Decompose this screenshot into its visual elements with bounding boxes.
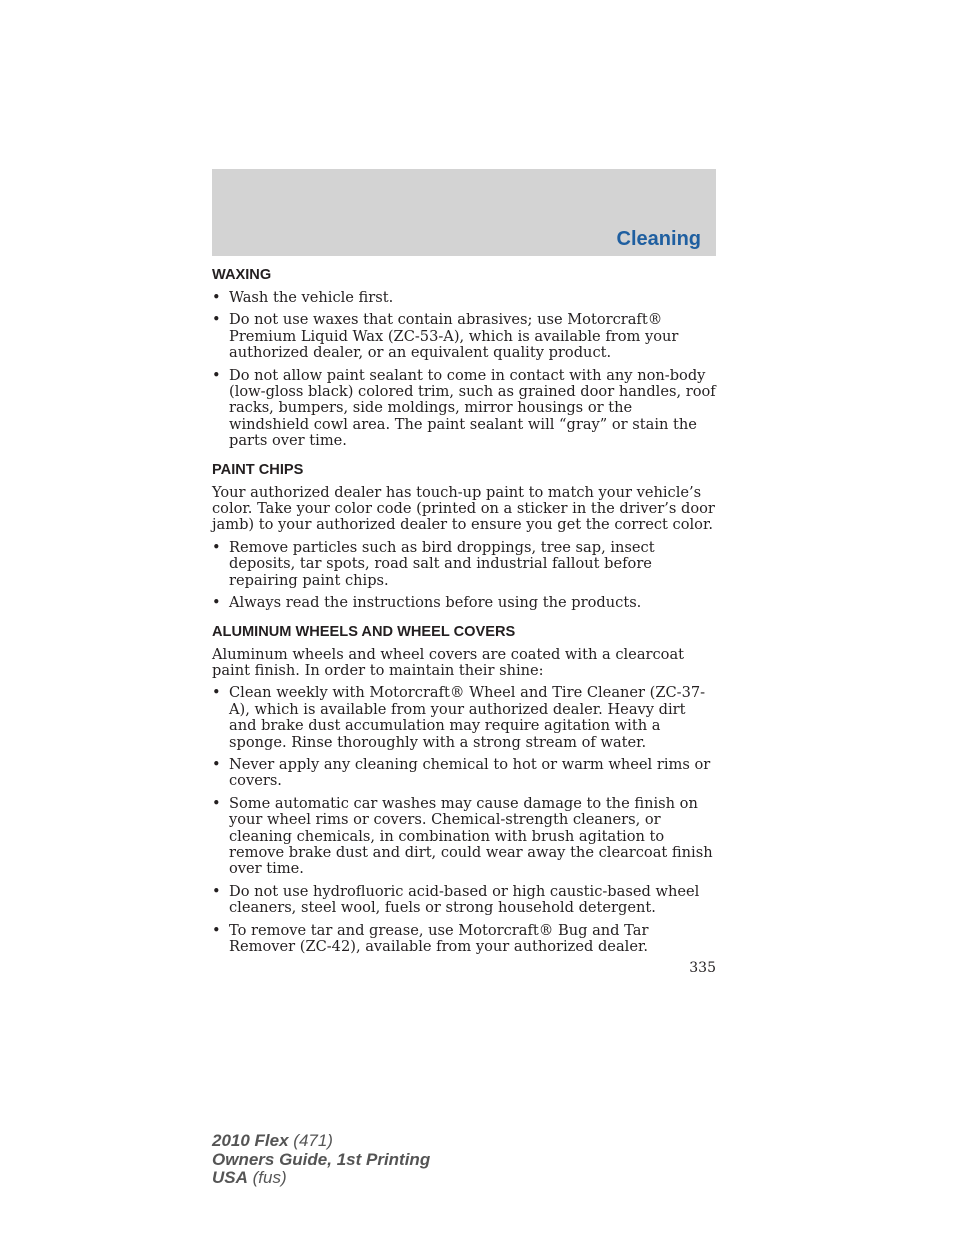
list-item-text: Clean weekly with Motorcraft® Wheel and Tire Cleaner (ZC-37-A), which is available from your authorized dealer. Heavy dirt and brake dust accumulation may require agitation with a sponge. Rinse thoroughly with a strong stream of water.	[229, 684, 706, 751]
waxing-list	[212, 290, 716, 450]
list-item-text: Wash the vehicle first.	[229, 289, 394, 306]
bullet-icon: •	[212, 289, 221, 306]
bullet-icon: •	[212, 366, 221, 384]
bullet-icon: •	[212, 794, 221, 812]
footer-line-3	[212, 1169, 430, 1188]
bullet-icon: •	[212, 755, 221, 773]
list-item	[212, 884, 716, 917]
paint-chips-paragraph: Your authorized dealer has touch-up paint to match your vehicle’s color. Take your color code (printed on a sticker in the driver’s door jamb) to your authorized dealer to ensure you get the correct color.	[212, 483, 715, 534]
list-item	[212, 290, 716, 306]
heading-paint-chips: PAINT CHIPS	[212, 461, 304, 478]
list-item	[212, 540, 716, 589]
bullet-icon: •	[212, 538, 221, 556]
footer-market: USA	[212, 1168, 248, 1187]
aluminum-wheels-paragraph: Aluminum wheels and wheel covers are coated with a clearcoat paint finish. In order to maintain their shine:	[212, 645, 685, 679]
bullet-icon: •	[212, 921, 221, 939]
list-item	[212, 757, 716, 790]
page-content	[212, 266, 716, 961]
section-title: Cleaning	[616, 228, 701, 250]
list-item	[212, 368, 716, 450]
bullet-icon: •	[212, 882, 221, 900]
list-item	[212, 312, 716, 361]
list-item	[212, 923, 716, 956]
list-item	[212, 685, 716, 751]
footer-line-1	[212, 1132, 430, 1151]
footer-edition: Owners Guide, 1st Printing	[212, 1149, 431, 1169]
list-item-text: Do not use hydrofluoric acid-based or high caustic-based wheel cleaners, steel wool, fuels or strong household detergent.	[229, 882, 700, 917]
list-item	[212, 796, 716, 878]
list-item	[212, 595, 716, 611]
document-footer	[212, 1132, 430, 1188]
heading-aluminum-wheels: ALUMINUM WHEELS AND WHEEL COVERS	[212, 623, 516, 640]
list-item-text: Do not use waxes that contain abrasives; use Motorcraft® Premium Liquid Wax (ZC-53-A), which is available from your authorized dealer, or an equivalent quality product.	[229, 311, 679, 362]
heading-waxing: WAXING	[212, 267, 272, 283]
list-item-text: Remove particles such as bird droppings, tree sap, insect deposits, tar spots, road salt and industrial fallout before repairing paint chips.	[229, 538, 655, 589]
aluminum-wheels-list	[212, 685, 716, 955]
footer-model: 2010 Flex	[212, 1131, 289, 1150]
bullet-icon: •	[212, 594, 221, 612]
bullet-icon: •	[212, 684, 221, 702]
footer-line-2	[212, 1151, 430, 1170]
footer-market-code: (fus)	[247, 1168, 287, 1187]
list-item-text: Never apply any cleaning chemical to hot or warm wheel rims or covers.	[229, 755, 711, 790]
list-item-text: Do not allow paint sealant to come in contact with any non-body (low-gloss black) colored trim, such as grained door handles, roof racks, bumpers, side moldings, mirror housings or the windshield cowl area. The paint sealant will “gray” or stain the parts over time.	[229, 366, 716, 450]
paint-chips-list	[212, 540, 716, 612]
list-item-text: Always read the instructions before using the products.	[229, 594, 642, 612]
footer-model-code: (471)	[288, 1131, 333, 1150]
section-header-band	[212, 169, 716, 256]
bullet-icon: •	[212, 311, 221, 329]
page-number: 335	[689, 960, 716, 976]
list-item-text: To remove tar and grease, use Motorcraft® Bug and Tar Remover (ZC-42), available from your authorized dealer.	[229, 921, 649, 955]
list-item-text: Some automatic car washes may cause damage to the finish on your wheel rims or covers. Chemical-strength cleaners, or cleaning chemicals, in combination with brush agitation to remove brake dust and dirt, could wear away the clearcoat finish over time.	[229, 794, 713, 878]
